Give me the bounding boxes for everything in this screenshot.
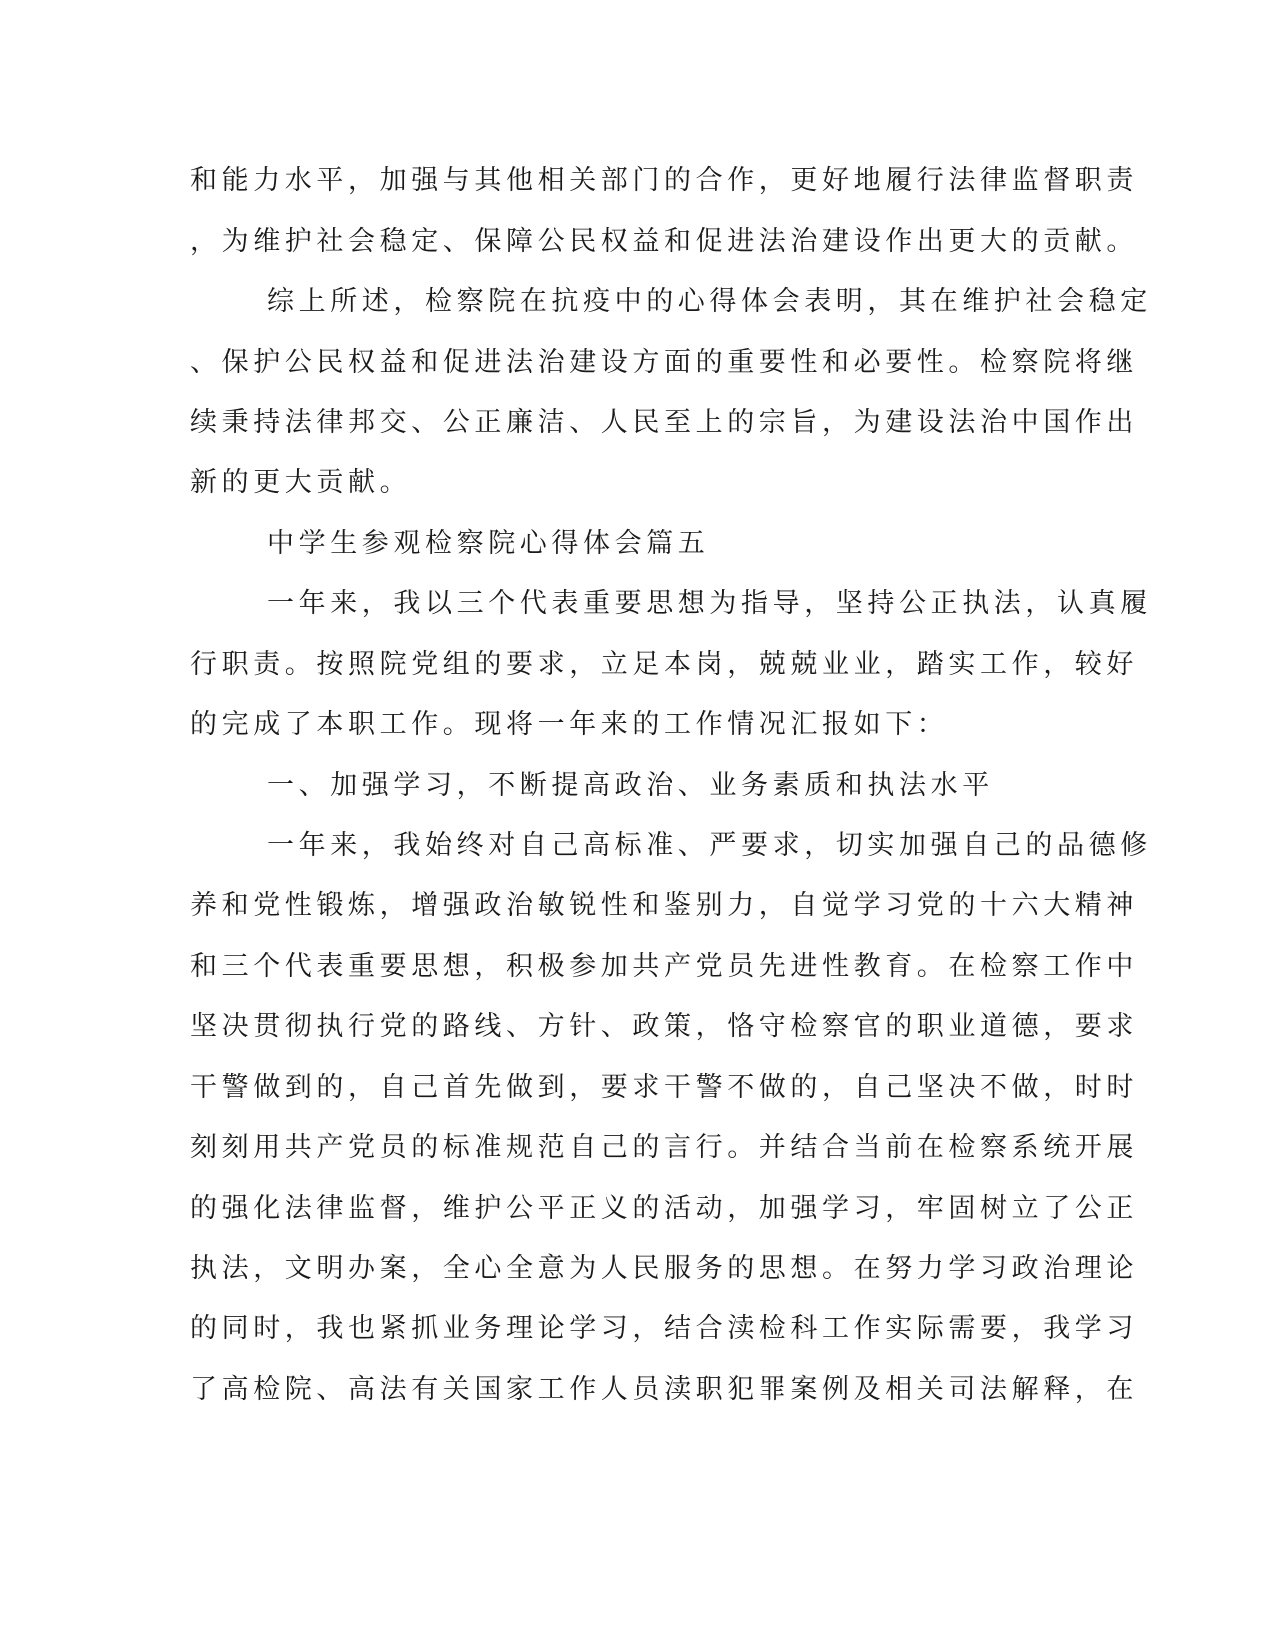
paragraph-start-line: 一年来，我始终对自己高标准、严要求，切实加强自己的品德修 [267, 830, 1152, 861]
text-line: 、保护公民权益和促进法治建设方面的重要性和必要性。检察院将继 [190, 347, 1138, 378]
section-heading: 中学生参观检察院心得体会篇五 [267, 528, 710, 559]
text-line: 干警做到的，自己首先做到，要求干警不做的，自己坚决不做，时时 [190, 1072, 1138, 1103]
paragraph-start-line: 综上所述，检察院在抗疫中的心得体会表明，其在维护社会稳定 [267, 286, 1152, 317]
text-line: ，为维护社会稳定、保障公民权益和促进法治建设作出更大的贡献。 [190, 226, 1138, 257]
text-line: 续秉持法律邦交、公正廉洁、人民至上的宗旨，为建设法治中国作出 [190, 407, 1138, 438]
text-line: 的强化法律监督，维护公平正义的活动，加强学习，牢固树立了公正 [190, 1193, 1138, 1224]
text-line: 执法，文明办案，全心全意为人民服务的思想。在努力学习政治理论 [190, 1253, 1138, 1284]
subsection-heading: 一、加强学习，不断提高政治、业务素质和执法水平 [267, 770, 994, 801]
text-line: 新的更大贡献。 [190, 467, 412, 498]
paragraph-start-line: 一年来，我以三个代表重要思想为指导，坚持公正执法，认真履 [267, 588, 1152, 619]
text-line: 坚决贯彻执行党的路线、方针、政策，恪守检察官的职业道德，要求 [190, 1011, 1138, 1042]
text-line: 的完成了本职工作。现将一年来的工作情况汇报如下： [190, 709, 949, 740]
text-line: 刻刻用共产党员的标准规范自己的言行。并结合当前在检察系统开展 [190, 1132, 1138, 1163]
text-line: 和能力水平，加强与其他相关部门的合作，更好地履行法律监督职责 [190, 165, 1138, 196]
text-line: 的同时，我也紧抓业务理论学习，结合渎检科工作实际需要，我学习 [190, 1313, 1138, 1344]
text-line: 行职责。按照院党组的要求，立足本岗，兢兢业业，踏实工作，较好 [190, 649, 1138, 680]
text-line: 了高检院、高法有关国家工作人员渎职犯罪案例及相关司法解释，在 [190, 1374, 1138, 1405]
text-line: 和三个代表重要思想，积极参加共产党员先进性教育。在检察工作中 [190, 951, 1138, 982]
text-line: 养和党性锻炼，增强政治敏锐性和鉴别力，自觉学习党的十六大精神 [190, 890, 1138, 921]
